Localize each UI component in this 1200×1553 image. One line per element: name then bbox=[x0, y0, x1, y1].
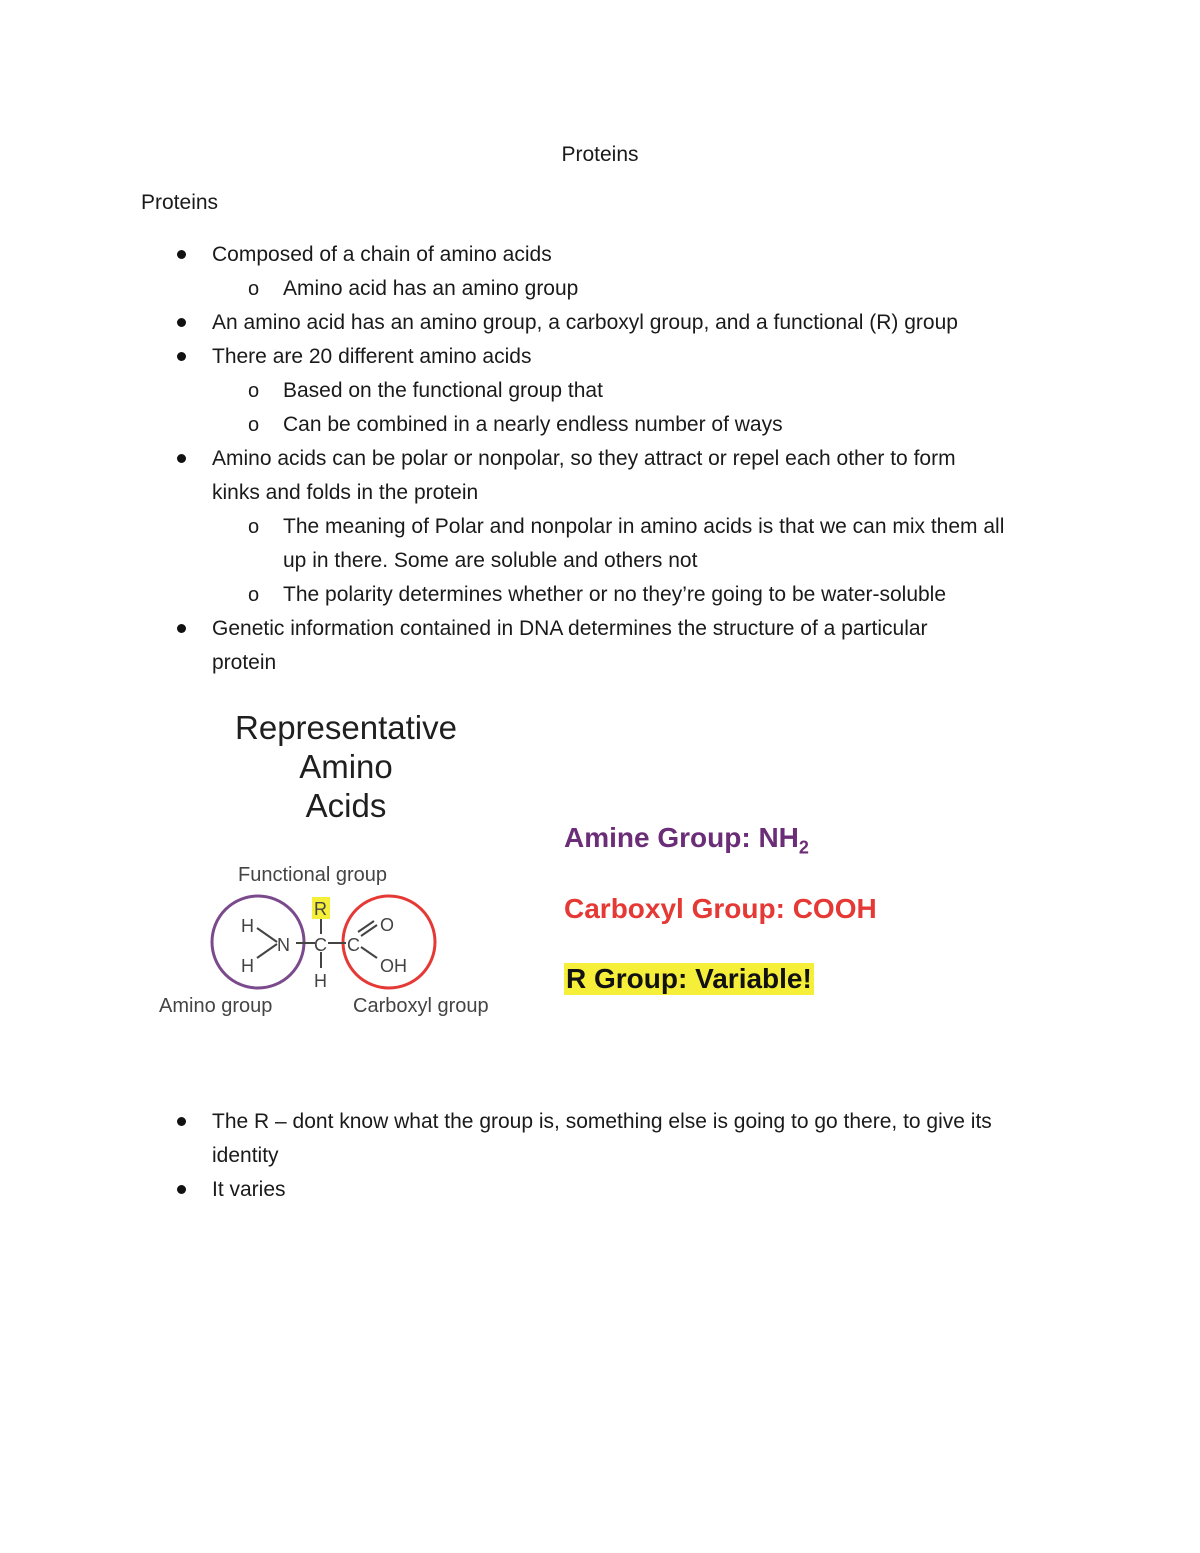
sub-list-item: up in there. Some are soluble and others not bbox=[283, 549, 698, 572]
bullet-icon bbox=[177, 318, 186, 327]
atom-oh: OH bbox=[380, 956, 407, 976]
atom-n: N bbox=[277, 935, 290, 955]
sub-list-item: Based on the functional group that bbox=[283, 379, 603, 402]
list-item: There are 20 different amino acids bbox=[212, 345, 532, 368]
legend-amine-subscript: 2 bbox=[798, 837, 809, 858]
bullet-icon bbox=[177, 454, 186, 463]
page-title: Proteins bbox=[561, 143, 639, 166]
sub-list-item: The polarity determines whether or no they’re going to be water-soluble bbox=[283, 583, 947, 606]
legend-r-group: R Group: Variable! bbox=[566, 963, 812, 994]
sub-bullet-icon: o bbox=[248, 584, 260, 606]
atom-o: O bbox=[380, 915, 395, 935]
bullet-icon bbox=[177, 352, 186, 361]
list-item: Composed of a chain of amino acids bbox=[212, 243, 552, 266]
bullet-icon bbox=[177, 1185, 186, 1194]
sub-bullet-icon: o bbox=[248, 516, 260, 538]
amino-group-ring bbox=[212, 896, 304, 988]
sub-bullet-icon: o bbox=[248, 380, 260, 402]
sub-list-item: The meaning of Polar and nonpolar in amino acids is that we can mix them all bbox=[283, 515, 1005, 538]
legend-carboxyl: Carboxyl Group: COOH bbox=[564, 893, 877, 924]
legend-amine-text: Amine Group: NH bbox=[564, 822, 799, 853]
figure-title-line2: Acids bbox=[305, 787, 387, 824]
legend-amine bbox=[564, 822, 809, 859]
atom-h-bottom: H bbox=[241, 956, 254, 976]
sub-list-item: Can be combined in a nearly endless number of ways bbox=[283, 413, 783, 436]
atom-c-carboxyl: C bbox=[347, 935, 360, 955]
list-item: identity bbox=[212, 1144, 279, 1167]
atom-c-alpha: C bbox=[314, 935, 327, 955]
carboxyl-group-label: Carboxyl group bbox=[353, 995, 489, 1017]
figure-title bbox=[186, 708, 506, 825]
list-item: An amino acid has an amino group, a carboxyl group, and a functional (R) group bbox=[212, 311, 958, 334]
bullet-icon bbox=[177, 1117, 186, 1126]
list-item: kinks and folds in the protein bbox=[212, 481, 479, 504]
sub-bullet-icon: o bbox=[248, 414, 260, 436]
bullet-icon bbox=[177, 624, 186, 633]
functional-group-label: Functional group bbox=[238, 864, 387, 886]
figure-title-line1: Representative Amino bbox=[235, 709, 457, 785]
list-item: protein bbox=[212, 651, 277, 674]
section-heading: Proteins bbox=[141, 191, 219, 214]
amino-acid-figure bbox=[150, 700, 910, 1030]
list-item: It varies bbox=[212, 1178, 286, 1201]
atom-h-alpha: H bbox=[314, 971, 327, 991]
list-item: The R – dont know what the group is, something else is going to go there, to give its bbox=[212, 1110, 992, 1133]
amino-group-label: Amino group bbox=[159, 995, 273, 1017]
atom-h-top: H bbox=[241, 916, 254, 936]
amino-acid-structure bbox=[205, 890, 445, 1000]
atom-r: R bbox=[314, 899, 327, 919]
list-item: Genetic information contained in DNA determines the structure of a particular bbox=[212, 617, 928, 640]
sub-bullet-icon: o bbox=[248, 278, 260, 300]
bullet-icon bbox=[177, 250, 186, 259]
list-item: Amino acids can be polar or nonpolar, so they attract or repel each other to form bbox=[212, 447, 956, 470]
sub-list-item: Amino acid has an amino group bbox=[283, 277, 579, 300]
